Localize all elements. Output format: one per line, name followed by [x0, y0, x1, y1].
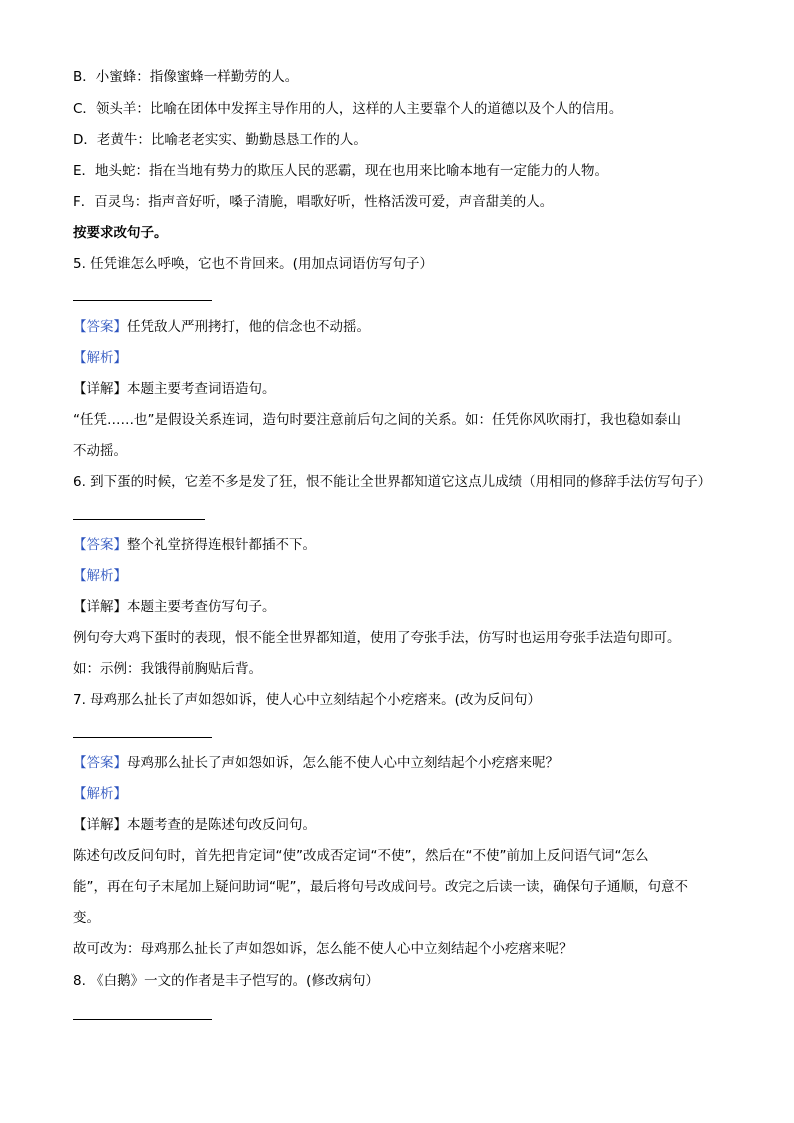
- q7-answer-text: 母鸡那么扯长了声如怨如诉，怎么能不使人心中立刻结起个小疙瘩来呢？: [127, 755, 559, 771]
- section-title: 按要求改句子。: [73, 225, 168, 241]
- q7-explain-3: 变。: [73, 910, 100, 926]
- q7-explain-1: 陈述句改反问句时，首先把肯定词“使”改成否定词“不使”，然后在“不使”前加上反问语气词“怎么: [73, 848, 649, 864]
- q7-answer-line: [73, 754, 559, 772]
- q6-explain-2: 如：示例：我饿得前胸贴后背。: [73, 661, 262, 677]
- detail-tag: 【详解】: [73, 599, 127, 615]
- q6-answer-text: 整个礼堂挤得连根针都插不下。: [127, 537, 316, 553]
- q7-explain-4: 故可改为：母鸡那么扯长了声如怨如诉，怎么能不使人心中立刻结起个小疙瘩来呢？: [73, 941, 573, 957]
- option-d: D．老黄牛：比喻老老实实、勤勤恳恳工作的人。: [73, 132, 367, 148]
- answer-tag: 【答案】: [73, 755, 127, 771]
- detail-tag: 【详解】: [73, 817, 127, 833]
- option-c: C．领头羊：比喻在团体中发挥主导作用的人，这样的人主要靠个人的道德以及个人的信用。: [73, 101, 623, 117]
- q5-analysis-tag: 【解析】: [73, 350, 127, 366]
- q6-detail-line: [73, 598, 276, 616]
- q5-detail-line: [73, 380, 276, 398]
- answer-tag: 【答案】: [73, 319, 127, 335]
- q8-answer-blank: [73, 1019, 212, 1020]
- option-b: B．小蜜蜂：指像蜜蜂一样勤劳的人。: [73, 69, 299, 85]
- q6-explain-1: 例句夸大鸡下蛋时的表现，恨不能全世界都知道，使用了夸张手法，仿写时也运用夸张手法造句即可。: [73, 630, 681, 646]
- option-e: E．地头蛇：指在当地有势力的欺压人民的恶霸，现在也用来比喻本地有一定能力的人物。: [73, 163, 609, 179]
- q7-analysis-tag: 【解析】: [73, 786, 127, 802]
- q7-answer-blank: [73, 737, 212, 738]
- q6-detail-text: 本题主要考查仿写句子。: [127, 599, 276, 615]
- q5-answer-text: 任凭敌人严刑拷打，他的信念也不动摇。: [127, 319, 370, 335]
- detail-tag: 【详解】: [73, 381, 127, 397]
- q5-answer-line: [73, 318, 370, 336]
- q6-answer-line: [73, 536, 316, 554]
- q8-question: 8. 《白鹅》一文的作者是丰子恺写的。(修改病句）: [73, 973, 379, 989]
- q6-analysis-tag: 【解析】: [73, 568, 127, 584]
- q5-question: 5. 任凭谁怎么呼唤，它也不肯回来。(用加点词语仿写句子）: [73, 256, 433, 272]
- option-f: F．百灵鸟：指声音好听，嗓子清脆，唱歌好听，性格活泼可爱，声音甜美的人。: [73, 194, 554, 210]
- q7-explain-2: 能”，再在句子末尾加上疑问助词“呢”，最后将句号改成问号。改完之后读一读，确保句子通顺，句意不: [73, 879, 688, 895]
- q5-detail-text: 本题主要考查词语造句。: [127, 381, 276, 397]
- q5-explain-1: “任凭……也”是假设关系连词，造句时要注意前后句之间的关系。如：任凭你风吹雨打，我也稳如泰山: [73, 412, 681, 428]
- q5-explain-2: 不动摇。: [73, 443, 127, 459]
- q6-question: 6. 到下蛋的时候，它差不多是发了狂，恨不能让全世界都知道它这点儿成绩（用相同的修辞手法仿写句子）: [73, 474, 712, 490]
- q7-detail-line: [73, 816, 316, 834]
- q7-detail-text: 本题考查的是陈述句改反问句。: [127, 817, 316, 833]
- q7-question: 7. 母鸡那么扯长了声如怨如诉，使人心中立刻结起个小疙瘩来。(改为反问句）: [73, 692, 541, 708]
- q5-answer-blank: [73, 300, 212, 301]
- answer-tag: 【答案】: [73, 537, 127, 553]
- q6-answer-blank: [73, 519, 205, 520]
